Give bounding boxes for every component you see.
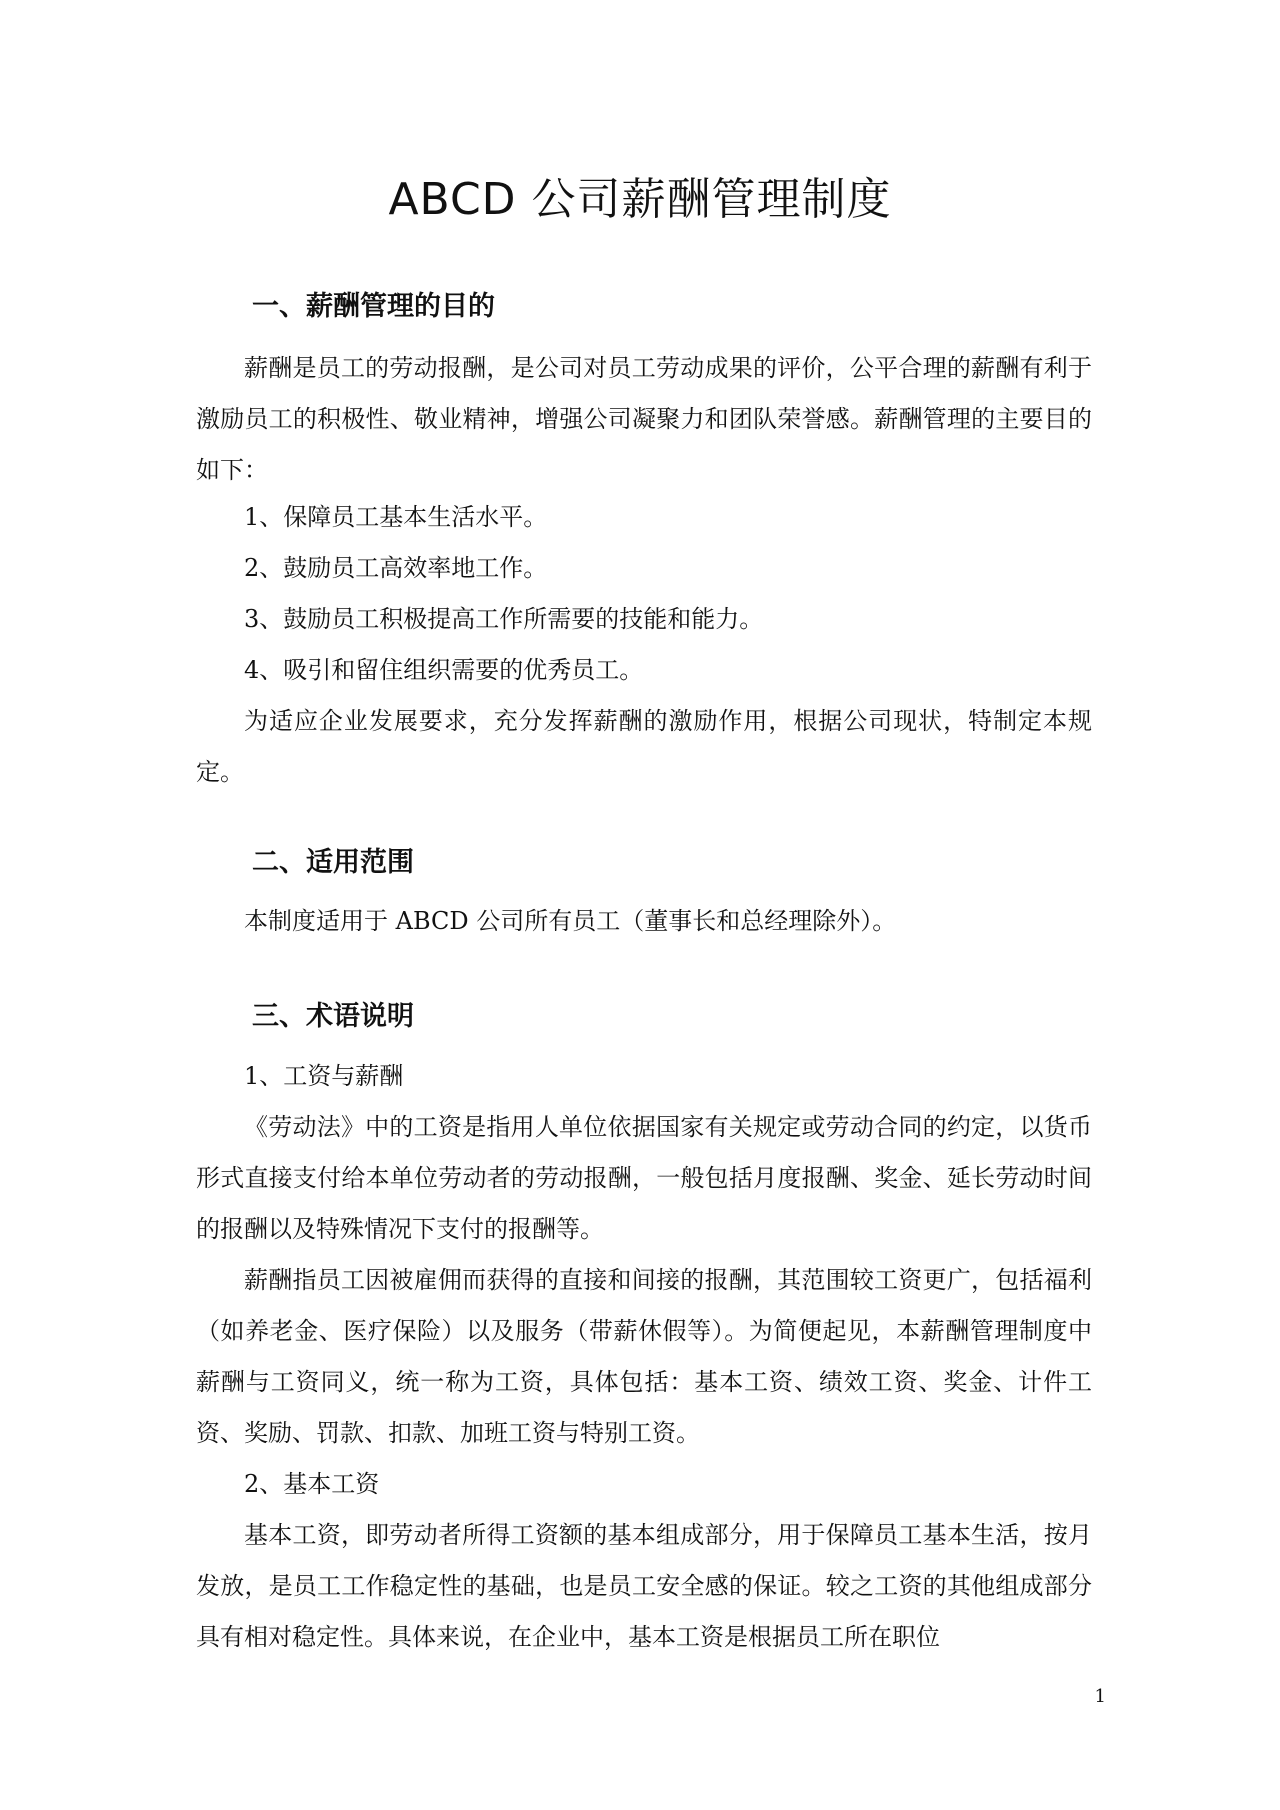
purpose-item-2: 2、鼓励员工高效率地工作。 (244, 554, 548, 582)
purpose-intro-paragraph: 薪酬是员工的劳动报酬，是公司对员工劳动成果的评价，公平合理的薪酬有利于激励员工的积极性、敬业精神，增强公司凝聚力和团队荣誉感。薪酬管理的主要目的如下： (196, 354, 1092, 484)
purpose-item-1: 1、保障员工基本生活水平。 (244, 503, 548, 531)
section-heading-terms: 三、术语说明 (252, 1001, 414, 1032)
terms-base-salary-paragraph: 基本工资，即劳动者所得工资额的基本组成部分，用于保障员工基本生活，按月发放，是员工工作稳定性的基础，也是员工安全感的保证。较之工资的其他组成部分具有相对稳定性。具体来说，在企业中，基本工资是根据员工所在职位 (196, 1521, 1092, 1651)
purpose-item-3: 3、鼓励员工积极提高工作所需要的技能和能力。 (244, 605, 764, 633)
terms-wage-definition-paragraph: 《劳动法》中的工资是指用人单位依据国家有关规定或劳动合同的约定，以货币形式直接支付给本单位劳动者的劳动报酬，一般包括月度报酬、奖金、延长劳动时间的报酬以及特殊情况下支付的报酬等。 (196, 1113, 1092, 1243)
section-heading-scope: 二、适用范围 (252, 847, 414, 878)
page-number: 1 (1094, 1686, 1106, 1707)
purpose-item-4: 4、吸引和留住组织需要的优秀员工。 (244, 656, 644, 684)
terms-subheading-wages-and-compensation: 1、工资与薪酬 (244, 1062, 404, 1090)
terms-subheading-base-salary: 2、基本工资 (244, 1470, 380, 1498)
document-title: ABCD 公司薪酬管理制度 (388, 174, 892, 225)
section-heading-purpose: 一、薪酬管理的目的 (252, 291, 495, 322)
scope-paragraph: 本制度适用于 ABCD 公司所有员工（董事长和总经理除外）。 (244, 907, 897, 935)
purpose-closing-paragraph: 为适应企业发展要求，充分发挥薪酬的激励作用，根据公司现状，特制定本规定。 (196, 707, 1092, 786)
terms-compensation-definition-paragraph: 薪酬指员工因被雇佣而获得的直接和间接的报酬，其范围较工资更广，包括福利（如养老金、医疗保险）以及服务（带薪休假等）。为简便起见，本薪酬管理制度中薪酬与工资同义，统一称为工资，具体包括：基本工资、绩效工资、奖金、计件工资、奖励、罚款、扣款、加班工资与特别工资。 (196, 1266, 1092, 1447)
